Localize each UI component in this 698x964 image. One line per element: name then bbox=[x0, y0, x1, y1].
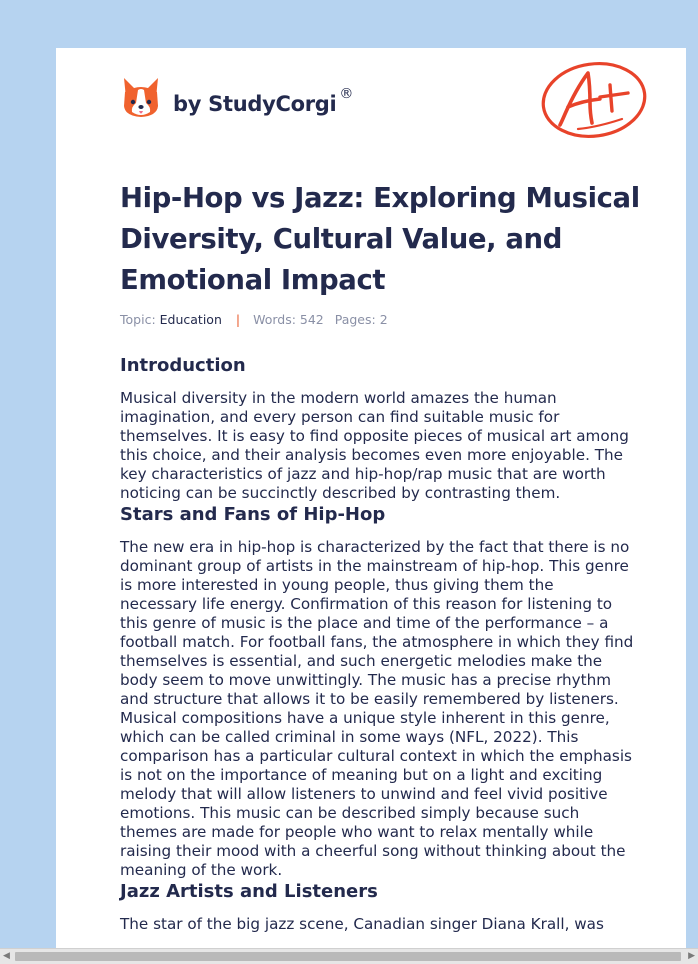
topic-label: Topic: bbox=[120, 312, 156, 327]
corgi-icon bbox=[121, 76, 161, 120]
horizontal-scrollbar[interactable] bbox=[0, 948, 698, 964]
section-paragraph: The star of the big jazz scene, Canadian singer Diana Krall, was bbox=[120, 915, 604, 933]
scroll-left-icon[interactable]: ◀ bbox=[3, 951, 10, 961]
document-title: Hip-Hop vs Jazz: Exploring Musical Diversity, Cultural Value, and Emotional Impact bbox=[120, 182, 640, 296]
grade-text: A+ bbox=[538, 59, 540, 60]
section-heading: Introduction bbox=[120, 355, 246, 376]
word-count: Words: 542 bbox=[253, 312, 324, 327]
section-paragraph: The new era in hip-hop is characterized by the fact that there is no dominant group of artists in the mainstream of hip-hop. This genre is more interested in young people, thus giving them the necessary life energy. Confirmation of this reason for listening to this genre of music is the place and time of the performance – a football match. For football fans, the atmosphere in which they find themselves is essential, and such energetic melodies make the body seem to move unwittingly. The music has a precise rhythm and structure that allows it to be easily remembered by listeners. Musical compositions have a unique style inherent in this genre, which can be called criminal in some ways (NFL, 2022). This comparison has a particular cultural context in which the emphasis is not on the importance of meaning but on a light and exciting melody that will allow listeners to unwind and feel vivid positive emotions. This music can be described simply because such themes are made for people who want to relax mentally while raising their mood with a cheerful song without thinking about the meaning of the work. bbox=[120, 538, 634, 879]
section-heading: Jazz Artists and Listeners bbox=[120, 881, 378, 902]
meta-separator: | bbox=[235, 312, 241, 327]
document-page bbox=[56, 48, 686, 948]
document-body bbox=[120, 354, 635, 934]
a-plus-grade-badge bbox=[538, 59, 648, 141]
scrollbar-thumb[interactable] bbox=[15, 952, 681, 961]
document-meta bbox=[120, 312, 388, 327]
page-count: Pages: 2 bbox=[334, 312, 388, 327]
scroll-right-icon[interactable]: ▶ bbox=[688, 951, 695, 961]
section-heading: Stars and Fans of Hip-Hop bbox=[120, 504, 386, 525]
topic-link[interactable]: Education bbox=[159, 312, 222, 327]
registered-mark: ® bbox=[339, 86, 354, 102]
studycorgi-logo[interactable] bbox=[121, 76, 353, 120]
brand-name: by StudyCorgi ® bbox=[173, 86, 354, 116]
section-paragraph: Musical diversity in the modern world amazes the human imagination, and every person can find suitable music for themselves. It is easy to find opposite pieces of musical art among this choice, and their analysis becomes even more enjoyable. The key characteristics of jazz and hip-hop/rap music that are worth noticing can be succinctly described by contrasting them. bbox=[120, 389, 629, 502]
